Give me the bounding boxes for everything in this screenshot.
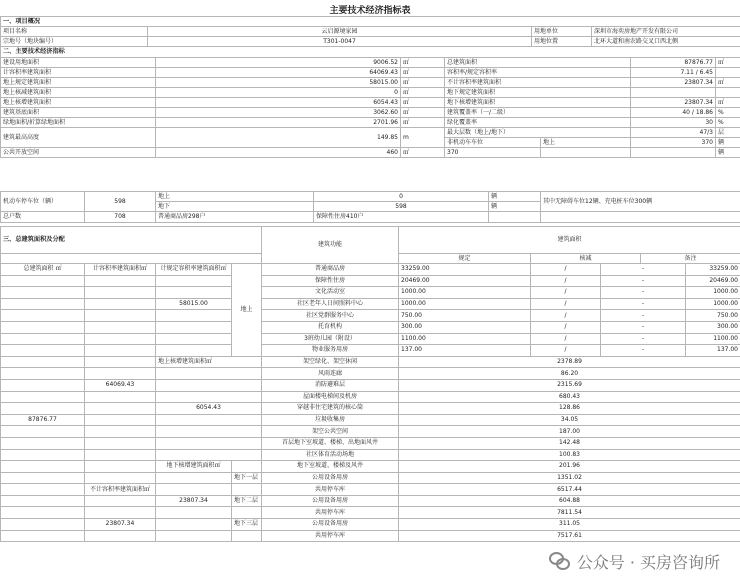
households-guarantee: 保障性住房410户 [314, 212, 489, 223]
cell-empty [156, 507, 232, 519]
value-above-reduce-area: 0 [156, 88, 401, 98]
function-name: 共用停车库 [262, 530, 399, 542]
function-name: 风雨连廊 [262, 368, 399, 380]
label-site-area: 建设用地面积 [1, 58, 156, 68]
unit: ㎡ [401, 88, 445, 98]
label-nonfa-area: 不计容积率建筑面积 [445, 78, 631, 88]
add-value: 100.83 [399, 449, 740, 461]
add-value: 2315.69 [399, 379, 740, 391]
label-land-location: 用地位置 [532, 37, 592, 47]
cell-empty [85, 449, 156, 461]
cell-empty [85, 345, 156, 357]
unit: ㎡ [401, 68, 445, 78]
add-value: 2378.89 [399, 356, 740, 368]
value-far: 7.11 / 6.45 [631, 68, 716, 78]
cell-empty [85, 461, 156, 473]
unit: ㎡ [716, 58, 740, 68]
wechat-icon [549, 552, 571, 570]
remark-value: - [601, 287, 686, 299]
label-below-rule-area: 地下规定建筑面积 [445, 88, 631, 98]
total-value: 750.00 [686, 310, 740, 322]
cell-empty [156, 472, 232, 484]
label-coverage: 建筑覆盖率（一/二级） [445, 108, 631, 118]
key-indicators-table [0, 46, 740, 158]
value-coverage: 40 / 18.86 [631, 108, 716, 118]
cell-empty [1, 403, 85, 415]
function-name: 消防避难层 [262, 379, 399, 391]
remark-value: - [601, 321, 686, 333]
cell-empty [1, 310, 85, 322]
total-value: 300.00 [686, 321, 740, 333]
function-name: 托育机构 [262, 321, 399, 333]
remark-value: - [601, 333, 686, 345]
parking-note: 其中无障碍车位12辆、充电桩车位300辆 [541, 192, 740, 212]
unit: 辆 [489, 202, 541, 212]
cell-empty [1, 472, 85, 484]
reduce-value: / [531, 321, 601, 333]
reduce-value: / [531, 345, 601, 357]
label-above-rule-area: 地上规定建筑面积 [1, 78, 156, 88]
reduce-value: / [531, 333, 601, 345]
cell-empty [156, 414, 262, 426]
document-title: 主要技术经济指标表 [329, 6, 411, 16]
function-name: 地下室坡道、楼梯及风井 [262, 461, 399, 473]
value-green-rate: 30 [631, 118, 716, 128]
function-name: 屋面楼电梯间及机房 [262, 391, 399, 403]
total-value: 137.00 [686, 345, 740, 357]
label-bike-above: 地上 [541, 138, 631, 148]
value-above-add-area: 6054.43 [156, 403, 262, 415]
below-value: 7517.61 [399, 530, 740, 542]
function-name: 保障性住房 [262, 275, 399, 287]
value-max-height: 149.85 [156, 128, 401, 148]
remark-value: - [601, 310, 686, 322]
reduce-value: / [531, 298, 601, 310]
cell-empty [1, 426, 85, 438]
section-1-header: 一、项目概况 [1, 17, 740, 27]
label-max-floors: 最大层数（地上/地下） [445, 128, 631, 138]
unit: ㎡ [401, 118, 445, 128]
cell-empty [85, 495, 156, 507]
gfa-detail-table [0, 263, 740, 542]
unit [716, 68, 740, 78]
cell-empty [1, 275, 85, 287]
value-project-name: 云启源境家园 [148, 27, 532, 37]
section-2-header: 二、主要技术经济指标 [1, 47, 740, 58]
value-bike-total: 370 [445, 148, 541, 158]
add-value: 34.05 [399, 414, 740, 426]
value-land-location: 北环大道和南农路交叉口西北侧 [592, 37, 740, 47]
cell-empty [541, 148, 631, 158]
value-car-below: 598 [314, 202, 489, 212]
cell-empty [156, 519, 232, 531]
label-above-reduce-area: 地上核减建筑面积 [1, 88, 156, 98]
cell-empty [85, 310, 156, 322]
unit [716, 88, 740, 98]
cell-empty [156, 321, 232, 333]
cell-empty [1, 321, 85, 333]
total-value: 33259.00 [686, 264, 740, 276]
function-name: 架空绿化、架空休闲 [262, 356, 399, 368]
unit: 辆 [716, 138, 740, 148]
floor-label: 地下一层 [232, 472, 262, 484]
cell-empty [85, 507, 156, 519]
value-total-gfa: 87876.77 [1, 414, 85, 426]
cell-empty [156, 530, 232, 542]
add-value: 680.43 [399, 391, 740, 403]
below-value: 6517.44 [399, 484, 740, 496]
label-below-add-area: 地下核增建筑面积 [445, 98, 631, 108]
cell-empty [1, 368, 85, 380]
value-footprint: 3062.60 [156, 108, 401, 118]
rule-value: 20469.00 [399, 275, 531, 287]
unit: ㎡ [401, 58, 445, 68]
value-total-gfa: 87876.77 [631, 58, 716, 68]
cell-empty [156, 287, 232, 299]
rule-value: 1000.00 [399, 298, 531, 310]
cell-empty [1, 437, 85, 449]
cell-empty [1, 530, 85, 542]
cell-empty [489, 212, 541, 223]
cell-empty [631, 148, 716, 158]
below-value: 201.96 [399, 461, 740, 473]
value-site-area: 9006.52 [156, 58, 401, 68]
rule-value: 1100.00 [399, 333, 531, 345]
reduce-value: / [531, 287, 601, 299]
label-land-unit: 用地单位 [532, 27, 592, 37]
value-households: 708 [85, 212, 156, 223]
cell-empty [156, 310, 232, 322]
rule-value: 137.00 [399, 345, 531, 357]
cell-empty [1, 379, 85, 391]
label-above-rule-area: 计规定容积率建筑面积㎡ [156, 264, 232, 276]
function-name: 社区党群服务中心 [262, 310, 399, 322]
unit: 层 [716, 128, 740, 138]
label-project-name: 项目名称 [1, 27, 148, 37]
label-total-gfa: 总建筑面积 ㎡ [1, 264, 85, 276]
function-name: 共用停车库 [262, 507, 399, 519]
reduce-value: / [531, 264, 601, 276]
total-value: 1000.00 [686, 298, 740, 310]
total-value: 1000.00 [686, 287, 740, 299]
label-car-above: 地上 [156, 192, 314, 202]
rule-value: 300.00 [399, 321, 531, 333]
label-car-below: 地下 [156, 202, 314, 212]
cell-empty [1, 495, 85, 507]
value-below-add-area: 23807.34 [156, 495, 232, 507]
label-footprint: 建筑基底面积 [1, 108, 156, 118]
cell-empty [85, 368, 156, 380]
unit: % [716, 118, 740, 128]
value-below-add-area: 23807.34 [631, 98, 716, 108]
unit: 辆 [716, 148, 740, 158]
below-value: 7811.54 [399, 507, 740, 519]
unit: % [716, 108, 740, 118]
cell-empty [156, 449, 262, 461]
cell-empty [232, 507, 262, 519]
watermark [543, 549, 726, 573]
col-reduce: 核减 [531, 254, 641, 264]
floor-label: 地下三层 [232, 519, 262, 531]
cell-empty [156, 437, 262, 449]
value-fa-area: 64069.43 [156, 68, 401, 78]
col-rule: 规定 [399, 254, 531, 264]
cell-empty [1, 449, 85, 461]
total-value: 20469.00 [686, 275, 740, 287]
function-name: 架空公共空间 [262, 426, 399, 438]
col-remark: 备注 [641, 254, 740, 264]
reduce-value: / [531, 310, 601, 322]
value-below-rule-area [631, 88, 716, 98]
function-name: 首层地下室坡道、楼梯、出地面风井 [262, 437, 399, 449]
cell-empty [156, 391, 262, 403]
col-function: 建筑功能 [262, 227, 399, 264]
unit: 辆 [489, 192, 541, 202]
watermark-text: 公众号 · 买房咨询所 [576, 552, 720, 572]
remark-value: - [601, 345, 686, 357]
cell-empty [232, 484, 262, 496]
label-bike-parking: 非机动车车位 [445, 138, 541, 148]
cell-empty [156, 426, 262, 438]
cell-empty [541, 212, 740, 223]
value-car-parking: 598 [85, 192, 156, 212]
cell-empty [1, 519, 85, 531]
value-green-area: 2701.96 [156, 118, 401, 128]
cell-empty [85, 472, 156, 484]
label-car-parking: 机动车停车位（辆） [1, 192, 85, 212]
cell-empty [1, 356, 85, 368]
cell-empty [85, 321, 156, 333]
value-nonfa-area: 23807.34 [85, 519, 156, 531]
add-value: 187.00 [399, 426, 740, 438]
function-name: 穿越非住宅建筑的核心筒 [262, 403, 399, 415]
function-name: 公用设备用房 [262, 519, 399, 531]
rule-value: 1000.00 [399, 287, 531, 299]
cell-empty [85, 414, 156, 426]
rule-value: 750.00 [399, 310, 531, 322]
label-max-height: 建筑最高高度 [1, 128, 156, 148]
reduce-value: / [531, 275, 601, 287]
below-value: 311.05 [399, 519, 740, 531]
floor-label: 地下二层 [232, 495, 262, 507]
value-above-add-area: 6054.43 [156, 98, 401, 108]
households-normal: 普通商品房298户 [156, 212, 314, 223]
col-area: 建筑面积 [399, 227, 740, 254]
cell-empty [85, 333, 156, 345]
unit: ㎡ [716, 98, 740, 108]
value-car-above: 0 [314, 192, 489, 202]
below-value: 1351.02 [399, 472, 740, 484]
function-name: 社区体育活动场地 [262, 449, 399, 461]
cell-empty [85, 391, 156, 403]
cell-empty [156, 275, 232, 287]
cell-empty [1, 461, 85, 473]
add-value: 128.86 [399, 403, 740, 415]
label-public-space: 公共开放空间 [1, 148, 156, 158]
cell-empty [85, 530, 156, 542]
unit: ㎡ [401, 98, 445, 108]
value-above-rule-area: 58015.00 [156, 298, 232, 310]
project-overview-table [0, 16, 740, 47]
label-households: 总户数 [1, 212, 85, 223]
cell-empty [85, 287, 156, 299]
label-above-add-area: 地上核增建筑面积 [1, 98, 156, 108]
label-parcel-no: 宗地号（地块编号） [1, 37, 148, 47]
total-value: 1100.00 [686, 333, 740, 345]
cell-empty [1, 287, 85, 299]
label-nonfa-area: 不计容积率建筑面积㎡ [85, 484, 156, 496]
function-name: 普通商品房 [262, 264, 399, 276]
cell-empty [156, 379, 262, 391]
below-value: 604.88 [399, 495, 740, 507]
cell-empty [1, 345, 85, 357]
cell-empty [1, 484, 85, 496]
value-bike-above: 370 [631, 138, 716, 148]
section-3-header: 三、总建筑面积及分配 [1, 227, 262, 254]
label-above-add-area: 地上核增建筑面积㎡ [156, 356, 262, 368]
function-name: 垃圾收集房 [262, 414, 399, 426]
label-fa-area: 计容积率建筑面积㎡ [85, 264, 156, 276]
cell-empty [232, 461, 262, 473]
remark-value: - [601, 275, 686, 287]
label-green-rate: 绿化覆盖率 [445, 118, 631, 128]
label-far: 容积率/规定容积率 [445, 68, 631, 78]
cell-empty [85, 356, 156, 368]
unit: m [401, 128, 445, 148]
label-green-area: 绿地面积/折算绿地面积 [1, 118, 156, 128]
cell-empty [85, 426, 156, 438]
rule-value: 33259.00 [399, 264, 531, 276]
cell-empty [85, 275, 156, 287]
function-name: 文化活动室 [262, 287, 399, 299]
value-max-floors: 47/3 [631, 128, 716, 138]
remark-value: - [601, 264, 686, 276]
function-name: 物业服务用房 [262, 345, 399, 357]
function-name: 公用设备用房 [262, 472, 399, 484]
cell-empty [85, 437, 156, 449]
label-total-gfa: 总建筑面积 [445, 58, 631, 68]
cell-empty [156, 345, 232, 357]
value-above-rule-area: 58015.00 [156, 78, 401, 88]
value-nonfa-area: 23807.34 [631, 78, 716, 88]
function-name: 共用停车库 [262, 484, 399, 496]
cell-empty [232, 530, 262, 542]
add-value: 142.48 [399, 437, 740, 449]
cell-empty [85, 403, 156, 415]
gfa-allocation-table [0, 226, 740, 264]
function-name: 3班幼儿园（附设） [262, 333, 399, 345]
cell-empty [1, 333, 85, 345]
unit: ㎡ [716, 78, 740, 88]
label-below-add-area: 地下核增建筑面积㎡ [156, 461, 232, 473]
cell-empty [1, 507, 85, 519]
label-above: 地上 [232, 264, 262, 357]
cell-empty [156, 333, 232, 345]
cell-empty [156, 484, 232, 496]
unit: ㎡ [401, 148, 445, 158]
cell-empty [1, 298, 85, 310]
value-public-space: 460 [156, 148, 401, 158]
value-parcel-no: T301-0047 [148, 37, 532, 47]
remark-value: - [601, 298, 686, 310]
unit: ㎡ [401, 78, 445, 88]
unit: ㎡ [401, 108, 445, 118]
cell-empty [85, 298, 156, 310]
value-fa-area: 64069.43 [85, 379, 156, 391]
function-name: 公用设备用房 [262, 495, 399, 507]
cell-empty [1, 254, 262, 264]
value-land-unit: 深圳市海奕房地产开发有限公司 [592, 27, 740, 37]
label-fa-area: 计容积率建筑面积 [1, 68, 156, 78]
parking-table [0, 191, 740, 223]
cell-empty [1, 391, 85, 403]
function-name: 社区老年人日间照料中心 [262, 298, 399, 310]
add-value: 86.20 [399, 368, 740, 380]
cell-empty [156, 368, 262, 380]
